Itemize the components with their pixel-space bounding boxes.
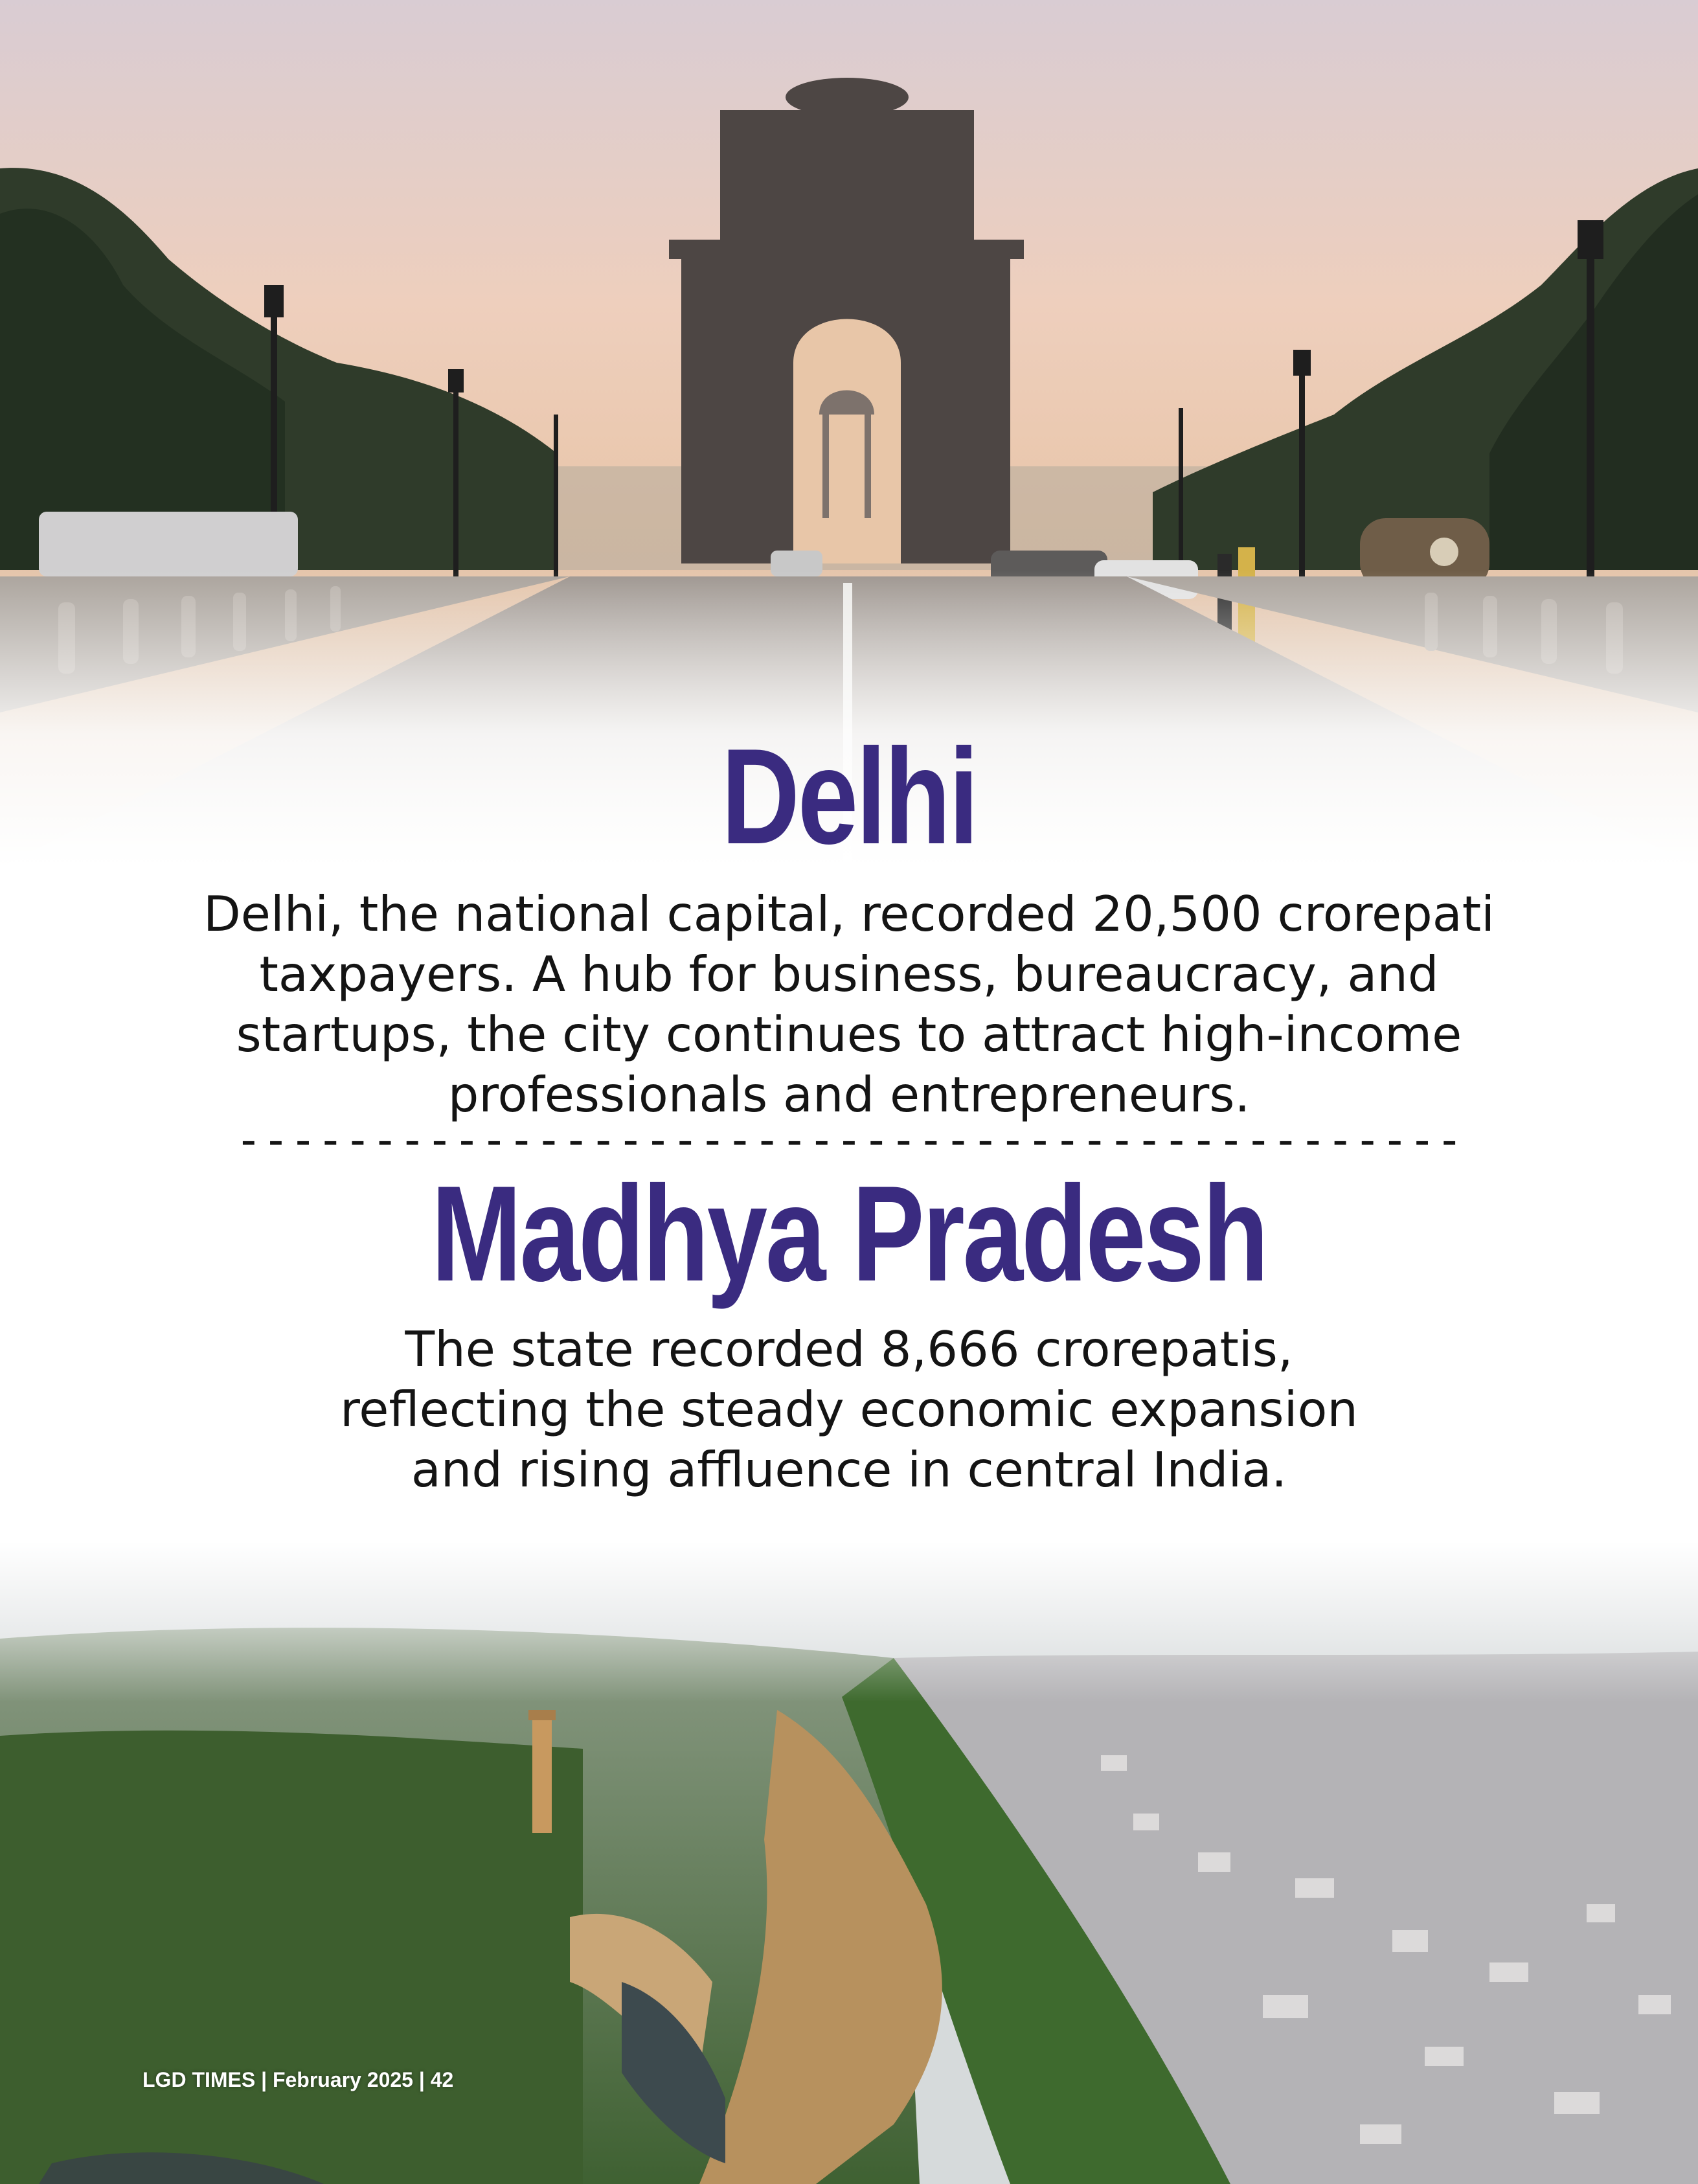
paragraph-line: professionals and entrepreneurs.	[447, 1066, 1251, 1123]
paragraph-line: Delhi, the national capital, recorded 20,500 crorepati	[203, 885, 1495, 942]
heading-delhi: Delhi	[721, 720, 977, 872]
paragraph-line: and rising affluence in central India.	[411, 1441, 1287, 1498]
paragraph-delhi	[0, 884, 1698, 1125]
page-footer: LGD TIMES | February 2025 | 42	[142, 2068, 454, 2091]
paragraph-line: taxpayers. A hub for business, bureaucracy, and	[259, 946, 1439, 1003]
paragraph-line: The state recorded 8,666 crorepatis,	[405, 1321, 1293, 1378]
paragraph-line: reflecting the steady economic expansion	[340, 1381, 1358, 1438]
section-divider: ---------------------------------------------	[234, 1113, 1464, 1166]
heading-madhya-pradesh: Madhya Pradesh	[431, 1157, 1267, 1310]
paragraph-madhya-pradesh	[0, 1319, 1698, 1500]
paragraph-line: startups, the city continues to attract high-income	[236, 1006, 1462, 1063]
